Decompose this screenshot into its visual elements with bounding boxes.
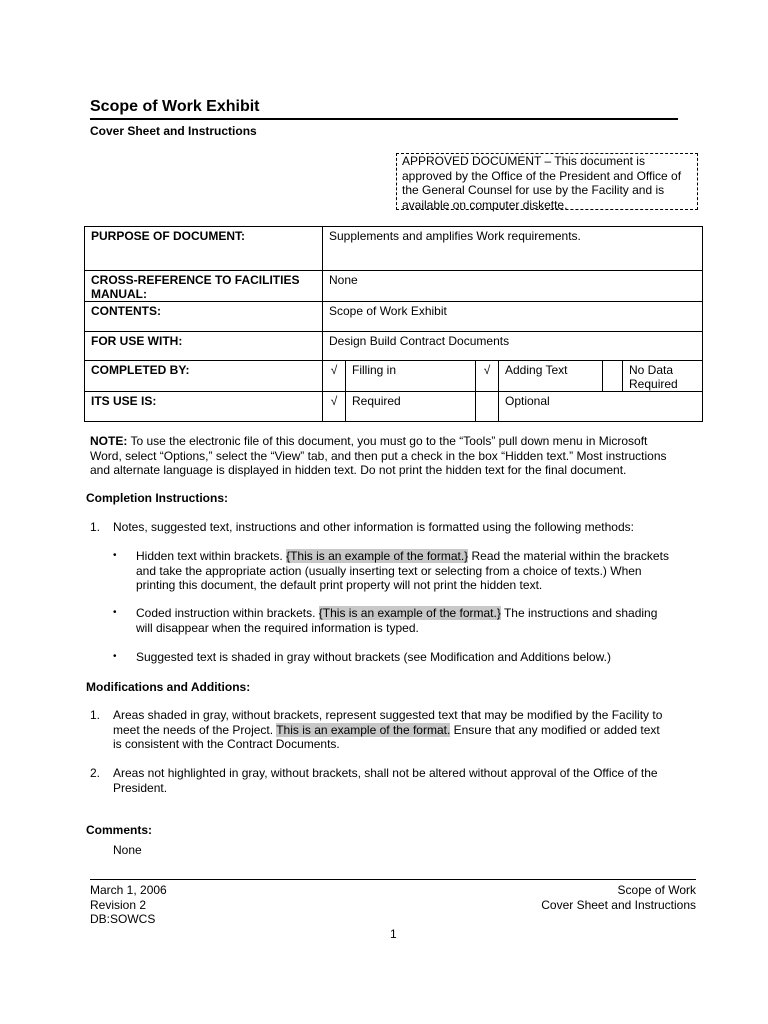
bullet-1-line-2: and take the appropriate action (usually inserting text or selecting from a choice of texts.) When (136, 563, 642, 578)
completion-item-1-text: Notes, suggested text, instructions and other information is formatted using the following methods: (113, 520, 634, 534)
purpose-label: PURPOSE OF DOCUMENT: (85, 227, 323, 271)
note-line-3: and alternate language is displayed in hidden text. Do not print the hidden text for the final document. (90, 463, 627, 477)
completed-label: COMPLETED BY: (85, 361, 323, 392)
nodata-line-1: No Data (629, 363, 674, 377)
bullet-1: • (113, 550, 117, 561)
completed-check-2: √ (476, 361, 499, 392)
modification-2-line-1: Areas not highlighted in gray, without brackets, shall not be altered without approval of the Office of the (113, 766, 658, 780)
modifications-heading: Modifications and Additions: (86, 680, 251, 694)
bullet-2-text (136, 606, 706, 635)
document-info-table (84, 226, 703, 422)
crossref-label (85, 271, 323, 302)
use-option-required: Required (346, 392, 476, 422)
bullet-1-line-1-post: Read the material within the brackets (468, 549, 669, 563)
table-row (85, 332, 703, 361)
table-row (85, 392, 703, 422)
modification-1-line-1: Areas shaded in gray, without brackets, represent suggested text that may be modified by the Facility to (113, 708, 663, 722)
crossref-label-line-2: MANUAL: (91, 287, 147, 301)
approved-line-4: available on computer diskette. (402, 197, 568, 212)
modification-item-1-number: 1. (90, 708, 101, 722)
contents-label: CONTENTS: (85, 302, 323, 332)
modification-1-line-2-pre: meet the needs of the Project. (113, 722, 277, 737)
completed-check-1: √ (323, 361, 346, 392)
bullet-1-line-1-pre: Hidden text within brackets. (136, 549, 287, 563)
footer-right (541, 883, 696, 912)
page-number: 1 (390, 927, 397, 941)
approved-line-3: the General Counsel for use by the Facility and is (402, 183, 665, 197)
approved-document-notice (396, 153, 698, 210)
crossref-label-line-1: CROSS-REFERENCE TO FACILITIES (91, 273, 300, 287)
note-line-1-text: To use the electronic file of this document, you must go to the “Tools” pull down menu in Microsoft (127, 434, 648, 448)
table-row (85, 227, 703, 271)
modification-item-2-text (113, 766, 703, 795)
modification-item-1-text (113, 708, 703, 752)
footer-doc-subtitle: Cover Sheet and Instructions (541, 897, 696, 912)
table-row (85, 361, 703, 392)
bullet-2-line-1 (136, 606, 706, 621)
document-title: Scope of Work Exhibit (90, 97, 678, 120)
bullet-3: • (113, 651, 117, 662)
bullet-1-line-3: printing this document, the default print property will not print the hidden text. (136, 578, 543, 592)
footer-doc-name: Scope of Work (617, 883, 696, 897)
modification-1-line-3: is consistent with the Contract Documents. (113, 737, 340, 751)
note-line-1 (90, 434, 702, 449)
use-check-2 (476, 392, 499, 422)
modification-2-line-2: President. (113, 780, 168, 795)
footer-left (90, 883, 167, 927)
completion-heading: Completion Instructions: (86, 491, 228, 505)
shaded-text-example: This is an example of the format. (276, 722, 451, 737)
foruse-value: Design Build Contract Documents (323, 332, 703, 361)
bullet-3-text: Suggested text is shaded in gray without brackets (see Modification and Additions below.) (136, 650, 611, 664)
use-check-1: √ (323, 392, 346, 422)
modification-1-line-2 (113, 723, 703, 738)
coded-instruction-example: {This is an example of the format.} (318, 606, 501, 620)
bullet-2-line-2: will disappear when the required information is typed. (136, 620, 419, 635)
footer-date: March 1, 2006 (90, 883, 167, 897)
footer-revision: Revision 2 (90, 897, 147, 912)
contents-value: Scope of Work Exhibit (323, 302, 703, 332)
modification-1-line-2-post: Ensure that any modified or added text (450, 722, 660, 737)
completed-option-nodata (623, 361, 703, 392)
footer-divider (90, 879, 696, 880)
purpose-value: Supplements and amplifies Work requirements. (323, 227, 703, 271)
completed-check-3 (603, 361, 623, 392)
approved-line-2: approved by the Office of the President and Office of (402, 168, 682, 183)
footer-code: DB:SOWCS (90, 912, 156, 926)
completed-option-adding: Adding Text (499, 361, 603, 392)
bullet-1-text (136, 549, 706, 593)
approved-line-1: APPROVED DOCUMENT – This document is (402, 154, 645, 168)
table-row (85, 302, 703, 332)
bullet-2-line-1-post: The instructions and shading (500, 606, 658, 620)
bullet-2: • (113, 607, 117, 618)
crossref-value: None (323, 271, 703, 302)
foruse-label: FOR USE WITH: (85, 332, 323, 361)
completed-option-filling: Filling in (346, 361, 476, 392)
hidden-text-example: {This is an example of the format.} (286, 549, 469, 563)
nodata-line-2: Required (629, 377, 678, 391)
use-option-optional: Optional (499, 392, 703, 422)
comments-heading: Comments: (86, 823, 153, 837)
note-line-2: Word, select “Options,” select the “View” tab, and then put a check in the box “Hidden text.” Most instructions (90, 448, 667, 463)
document-subtitle: Cover Sheet and Instructions (90, 124, 257, 138)
note-label: NOTE: (90, 434, 128, 448)
bullet-2-line-1-pre: Coded instruction within brackets. (136, 606, 319, 620)
note-paragraph (90, 434, 702, 478)
bullet-1-line-1 (136, 549, 706, 564)
completion-item-1-number: 1. (90, 520, 101, 534)
table-row (85, 271, 703, 302)
use-label: ITS USE IS: (85, 392, 323, 422)
modification-item-2-number: 2. (90, 766, 101, 780)
comments-value: None (113, 843, 142, 857)
